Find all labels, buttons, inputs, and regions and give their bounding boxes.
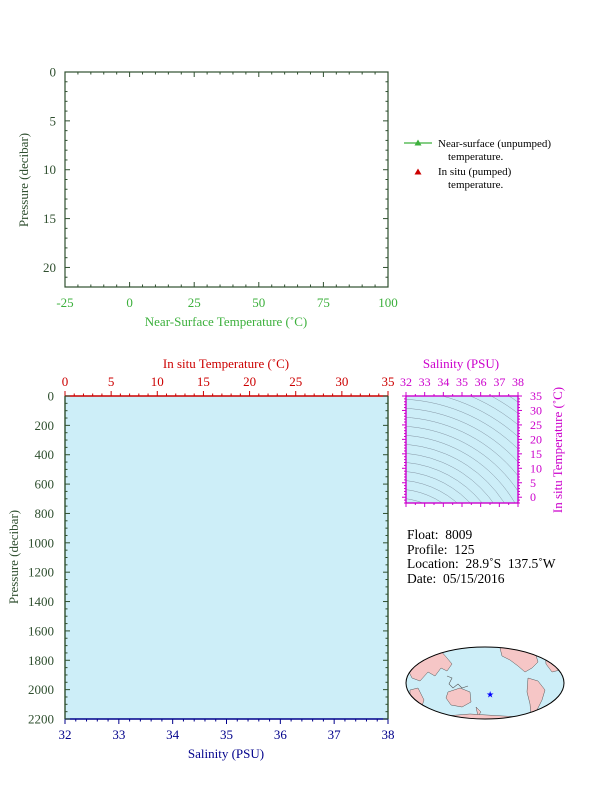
- float-number: Float: 8009: [407, 527, 473, 542]
- near-surface-y-tick-label: 20: [43, 259, 56, 275]
- ts-temperature-tick-label: 35: [530, 389, 542, 403]
- near-surface-y-tick-label: 0: [49, 64, 56, 80]
- ts-temperature-tick-labels: [530, 389, 542, 504]
- near-surface-x-tick-label: 0: [126, 295, 133, 310]
- location-map: [406, 644, 564, 725]
- near-surface-y-tick-label: 15: [43, 211, 56, 227]
- near-surface-x-tick-label: 50: [252, 295, 266, 310]
- ts-salinity-tick-label: 35: [456, 375, 468, 389]
- float-location-marker: ★: [486, 689, 495, 700]
- main-salinity-axis-title: Salinity (PSU): [187, 746, 265, 761]
- main-pressure-tick-label: 600: [34, 476, 54, 492]
- main-temperature-tick-label: 20: [243, 374, 257, 389]
- main-pressure-tick-labels: [28, 389, 54, 727]
- main-temperature-tick-label: 35: [381, 374, 395, 389]
- ts-salinity-tick-label: 33: [418, 375, 431, 389]
- main-temperature-tick-label: 0: [61, 374, 69, 389]
- main-salinity-tick-label: 35: [220, 727, 233, 742]
- main-salinity-tick-label: 36: [273, 727, 287, 742]
- legend-near-surface-label-line2: temperature.: [448, 151, 504, 163]
- near-surface-axis-ticks: [65, 72, 388, 287]
- main-pressure-tick-label: 1800: [28, 652, 54, 668]
- near-surface-y-tick-labels: [43, 65, 56, 275]
- float-info: [407, 528, 555, 586]
- main-pressure-tick-label: 1200: [28, 564, 54, 580]
- near-surface-plot: [16, 65, 398, 330]
- main-temperature-tick-labels: [62, 374, 395, 389]
- main-pressure-tick-label: 1400: [28, 594, 54, 610]
- main-pressure-tick-label: 800: [34, 505, 54, 521]
- ts-temperature-tick-label: 20: [530, 432, 542, 447]
- main-pressure-tick-label: 1000: [28, 535, 54, 551]
- near-surface-x-tick-label: 25: [187, 295, 201, 310]
- main-temperature-axis-title: In situ Temperature (˚C): [162, 356, 290, 371]
- date-text: Date: 05/15/2016: [407, 570, 505, 586]
- ts-salinity-tick-label: 32: [400, 375, 412, 389]
- main-profile-plot: [6, 356, 395, 761]
- ts-temperature-tick-label: 25: [530, 417, 542, 432]
- legend-near-surface-label-line1: Near-surface (unpumped): [438, 138, 552, 150]
- location-text: Location: 28.9˚S 137.5˚W: [407, 556, 556, 571]
- near-surface-x-tick-label: -25: [56, 295, 74, 310]
- ts-temperature-tick-label: 10: [530, 461, 542, 476]
- main-salinity-tick-label: 34: [166, 727, 180, 742]
- ts-salinity-tick-labels: [400, 375, 524, 389]
- main-pressure-tick-label: 200: [34, 417, 54, 433]
- main-salinity-tick-label: 33: [112, 727, 126, 742]
- main-pressure-tick-label: 0: [47, 388, 54, 404]
- near-surface-x-tick-label: 75: [316, 295, 330, 310]
- main-salinity-tick-label: 38: [381, 727, 395, 742]
- near-surface-plot-frame: [65, 72, 388, 287]
- near-surface-y-axis-title: Pressure (decibar): [16, 132, 31, 228]
- near-surface-y-tick-label: 10: [43, 162, 56, 178]
- near-surface-y-tick-label: 5: [49, 113, 56, 129]
- ts-salinity-tick-label: 37: [493, 375, 506, 389]
- ts-salinity-tick-label: 34: [437, 375, 450, 389]
- ts-salinity-tick-label: 36: [474, 375, 487, 389]
- main-temperature-tick-label: 15: [196, 374, 210, 389]
- ts-temperature-tick-label: 5: [530, 475, 536, 490]
- main-pressure-tick-label: 1600: [28, 623, 54, 639]
- ts-temperature-axis-title: In situ Temperature (˚C): [550, 386, 565, 514]
- ts-salinity-axis-title: Salinity (PSU): [422, 356, 500, 371]
- near-surface-x-axis-title: Near-Surface Temperature (˚C): [144, 314, 308, 329]
- near-surface-x-tick-label: 100: [378, 295, 398, 310]
- profile-number: Profile: 125: [407, 541, 475, 557]
- main-pressure-tick-label: 2200: [28, 711, 54, 727]
- main-pressure-tick-label: 2000: [28, 682, 54, 698]
- near-surface-x-tick-labels: [56, 295, 397, 310]
- main-profile-plot-area: [65, 396, 388, 719]
- ts-salinity-tick-label: 38: [512, 375, 524, 389]
- main-temperature-tick-label: 5: [107, 374, 115, 389]
- main-temperature-tick-label: 30: [335, 374, 349, 389]
- main-salinity-tick-labels: [59, 727, 395, 742]
- main-salinity-tick-label: 37: [327, 727, 341, 742]
- legend-insitu-label-line1: In situ (pumped): [438, 166, 512, 178]
- main-pressure-axis-title: Pressure (decibar): [6, 509, 21, 605]
- legend-insitu-label-line2: temperature.: [448, 179, 504, 191]
- main-pressure-tick-label: 400: [34, 447, 54, 463]
- legend-insitu-marker: [415, 169, 422, 175]
- main-temperature-tick-label: 25: [289, 374, 303, 389]
- ts-temperature-tick-label: 30: [530, 403, 542, 418]
- main-temperature-tick-label: 10: [150, 374, 164, 389]
- map-antarctica-land: [420, 714, 560, 725]
- ts-temperature-tick-label: 15: [530, 446, 542, 461]
- legend-symbols: [404, 140, 432, 175]
- ts-temperature-tick-label: 0: [530, 490, 536, 505]
- main-salinity-tick-label: 32: [58, 727, 72, 742]
